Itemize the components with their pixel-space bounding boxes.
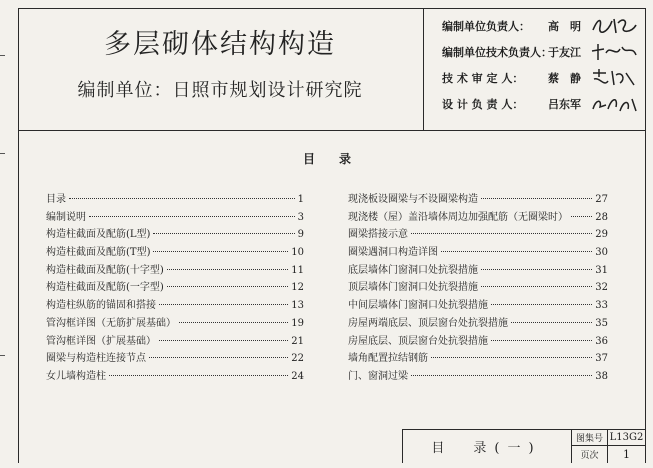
toc-entry[interactable]	[46, 367, 304, 385]
toc-entry-title: 构造柱截面及配筋(一字型)	[46, 282, 164, 294]
toc-entry-page: 9	[297, 229, 304, 241]
toc-entry-page: 19	[291, 317, 304, 329]
atlas-number-label: 图集号	[572, 429, 608, 446]
dot-leader	[491, 304, 592, 305]
toc-entry[interactable]	[348, 349, 608, 367]
toc-entry[interactable]	[348, 278, 608, 296]
toc-entry-page: 12	[291, 282, 304, 294]
title-block	[402, 429, 645, 463]
toc-entry-page: 32	[595, 282, 608, 294]
toc-entry-title: 圈梁搭接示意	[348, 229, 408, 241]
toc-entry[interactable]	[348, 314, 608, 332]
page-number-label: 页次	[572, 446, 608, 463]
toc-entry-page: 35	[595, 317, 608, 329]
toc-entry-page: 24	[291, 370, 304, 382]
toc-entry-title: 管沟框详图（扩展基础）	[46, 335, 156, 347]
toc-entry-title: 构造柱截面及配筋(十字型)	[46, 264, 164, 276]
toc-entry-title: 女儿墙构造柱	[46, 370, 106, 382]
dot-leader	[481, 286, 592, 287]
responsibility-label: 编制单位负责人：	[442, 20, 530, 33]
toc-entry-page: 30	[595, 247, 608, 259]
dot-leader	[159, 304, 288, 305]
dot-leader	[491, 340, 592, 341]
toc-entry[interactable]	[348, 367, 608, 385]
responsibility-name: 高 明	[548, 20, 581, 33]
header-divider-line	[18, 130, 646, 131]
responsibility-row	[442, 91, 642, 117]
responsibility-row	[442, 65, 642, 91]
toc-entry-title: 门、窗洞过梁	[348, 370, 408, 382]
toc-entry-title: 构造柱截面及配筋(L型)	[46, 229, 151, 241]
toc-entry[interactable]	[46, 314, 304, 332]
responsibility-label: 技 术 审 定 人：	[442, 72, 524, 85]
responsibility-block	[442, 13, 642, 117]
responsibility-name: 吕东军	[548, 98, 581, 111]
toc-entry-page: 37	[595, 353, 608, 365]
toc-entry-page: 13	[291, 300, 304, 312]
toc-entry-title: 构造柱截面及配筋(T型)	[46, 247, 151, 259]
responsibility-name: 蔡 静	[548, 72, 581, 85]
dot-leader	[411, 375, 592, 376]
toc-entry-page: 33	[595, 300, 608, 312]
toc-entry[interactable]	[46, 296, 304, 314]
frame-right-line	[645, 8, 646, 463]
toc-entry-title: 构造柱纵筋的锚固和搭接	[46, 300, 156, 312]
dot-leader	[167, 286, 288, 287]
dot-leader	[571, 216, 592, 217]
toc-entry-title: 现浇板设圈梁与不设圈梁构造	[348, 194, 478, 205]
toc-entry-page: 38	[595, 370, 608, 382]
toc-entry[interactable]	[46, 190, 304, 208]
dot-leader	[431, 357, 592, 358]
signature	[590, 67, 640, 89]
toc-entry-title: 墙角配置拉结钢筋	[348, 353, 428, 365]
toc-entry-page: 36	[595, 335, 608, 347]
responsibility-label: 设 计 负 责 人：	[442, 98, 524, 111]
signature	[590, 41, 640, 63]
dot-leader	[481, 269, 592, 270]
responsibility-row	[442, 39, 642, 65]
dot-leader	[69, 198, 295, 199]
toc-entry[interactable]	[348, 243, 608, 261]
dot-leader	[511, 322, 592, 323]
dot-leader	[153, 233, 294, 234]
toc-entry-page: 11	[291, 264, 304, 276]
toc-entry[interactable]	[348, 208, 608, 226]
dot-leader	[441, 251, 592, 252]
toc-entry[interactable]	[46, 278, 304, 296]
atlas-number-value: L13G2	[608, 429, 645, 446]
toc-entry[interactable]	[46, 243, 304, 261]
toc-entry-page: 1	[297, 194, 304, 205]
responsibility-name: 于友江	[548, 46, 581, 59]
toc-entry[interactable]	[348, 190, 608, 208]
toc-entry-page: 31	[595, 264, 608, 276]
dot-leader	[159, 340, 288, 341]
toc-right-column	[348, 190, 608, 385]
toc-entry[interactable]	[348, 332, 608, 350]
page-title: 多层砌体结构构造	[104, 29, 336, 60]
toc-entry-title: 圈梁与构造柱连接节点	[46, 353, 146, 365]
toc-entry-page: 28	[595, 211, 608, 223]
header-vertical-divider	[423, 8, 424, 130]
toc-entry-title: 圈梁遇洞口构造详图	[348, 247, 438, 259]
toc-entry[interactable]	[46, 261, 304, 279]
toc-entry[interactable]	[46, 225, 304, 243]
dot-leader	[179, 322, 288, 323]
toc-entry-title: 底层墙体门窗洞口处抗裂措施	[348, 264, 478, 276]
page-number-value: 1	[623, 448, 630, 461]
responsibility-label: 编制单位技术负责人：	[442, 46, 552, 59]
toc-entry-page: 10	[291, 247, 304, 259]
toc-entry-title: 房屋两端底层、顶层窗台处抗裂措施	[348, 317, 508, 329]
toc-entry[interactable]	[46, 332, 304, 350]
dot-leader	[167, 269, 288, 270]
signature	[590, 93, 640, 115]
toc-entry-title: 顶层墙体门窗洞口处抗裂措施	[348, 282, 478, 294]
toc-entry[interactable]	[348, 225, 608, 243]
toc-entry-title: 现浇楼（屋）盖沿墙体周边加强配筋（无圈梁时）	[348, 211, 568, 223]
toc-entry[interactable]	[46, 208, 304, 226]
frame-top-line	[18, 8, 646, 9]
dot-leader	[109, 375, 288, 376]
toc-left-column	[46, 190, 304, 385]
binding-mark	[0, 153, 5, 154]
binding-mark	[0, 355, 5, 356]
dot-leader	[481, 198, 592, 199]
toc-entry-title: 房屋底层、顶层窗台处抗裂措施	[348, 335, 488, 347]
frame-left-line	[18, 8, 19, 463]
toc-entry-title: 编制说明	[46, 211, 86, 223]
toc-entry-page: 3	[297, 211, 304, 223]
signature	[590, 15, 640, 37]
dot-leader	[153, 251, 288, 252]
responsibility-row	[442, 13, 642, 39]
compiling-unit: 编制单位：日照市规划设计研究院	[77, 80, 363, 101]
dot-leader	[89, 216, 295, 217]
toc-entry-title: 目录	[46, 194, 66, 205]
toc-entry-title: 中间层墙体门窗洞口处抗裂措施	[348, 300, 488, 312]
toc-entry-page: 29	[595, 229, 608, 241]
toc-entry-page: 22	[291, 353, 304, 365]
toc-entry[interactable]	[348, 296, 608, 314]
dot-leader	[411, 233, 592, 234]
toc-entry-title: 管沟框详图（无筋扩展基础）	[46, 317, 176, 329]
toc-heading: 目 录	[302, 152, 357, 166]
toc-entry-page: 27	[595, 194, 608, 205]
toc-entry-page: 21	[291, 335, 304, 347]
toc-entry[interactable]	[348, 261, 608, 279]
binding-mark	[0, 55, 5, 56]
sheet-name: 目 录(一)	[402, 429, 572, 463]
toc-entry[interactable]	[46, 349, 304, 367]
dot-leader	[149, 357, 288, 358]
